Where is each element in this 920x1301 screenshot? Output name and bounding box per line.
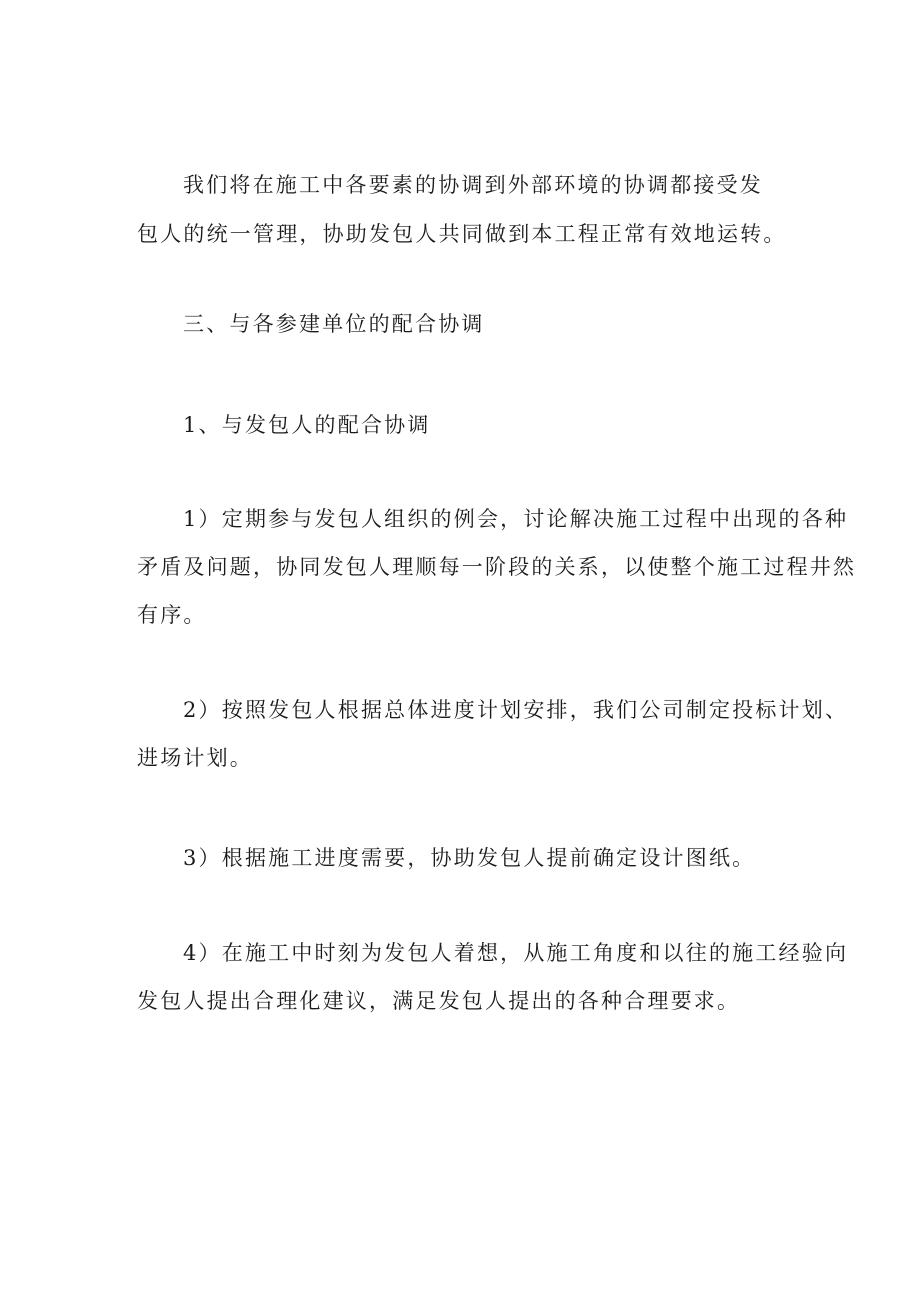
item-1-line-3: 有序。 bbox=[137, 603, 207, 627]
item-2-line-1: 2）按照发包人根据总体进度计划安排，我们公司制定投标计划、 bbox=[183, 698, 849, 722]
section-3-heading: 三、与各参建单位的配合协调 bbox=[183, 312, 485, 336]
item-2-line-2: 进场计划。 bbox=[137, 746, 253, 770]
intro-line-1: 我们将在施工中各要素的协调到外部环境的协调都接受发 bbox=[183, 173, 763, 197]
item-4-line-2: 发包人提出合理化建议，满足发包人提出的各种合理要求。 bbox=[137, 989, 741, 1013]
item-1-line-2: 矛盾及问题，协同发包人理顺每一阶段的关系，以使整个施工过程井然 bbox=[137, 555, 857, 579]
item-1-line-1: 1）定期参与发包人组织的例会，讨论解决施工过程中出现的各种 bbox=[183, 507, 849, 531]
subsection-1-heading: 1、与发包人的配合协调 bbox=[183, 413, 431, 437]
item-4-line-1: 4）在施工中时刻为发包人着想，从施工角度和以往的施工经验向 bbox=[183, 941, 849, 965]
intro-line-2: 包人的统一管理，协助发包人共同做到本工程正常有效地运转。 bbox=[137, 222, 787, 246]
item-3-line-1: 3）根据施工进度需要，协助发包人提前确定设计图纸。 bbox=[183, 846, 756, 870]
